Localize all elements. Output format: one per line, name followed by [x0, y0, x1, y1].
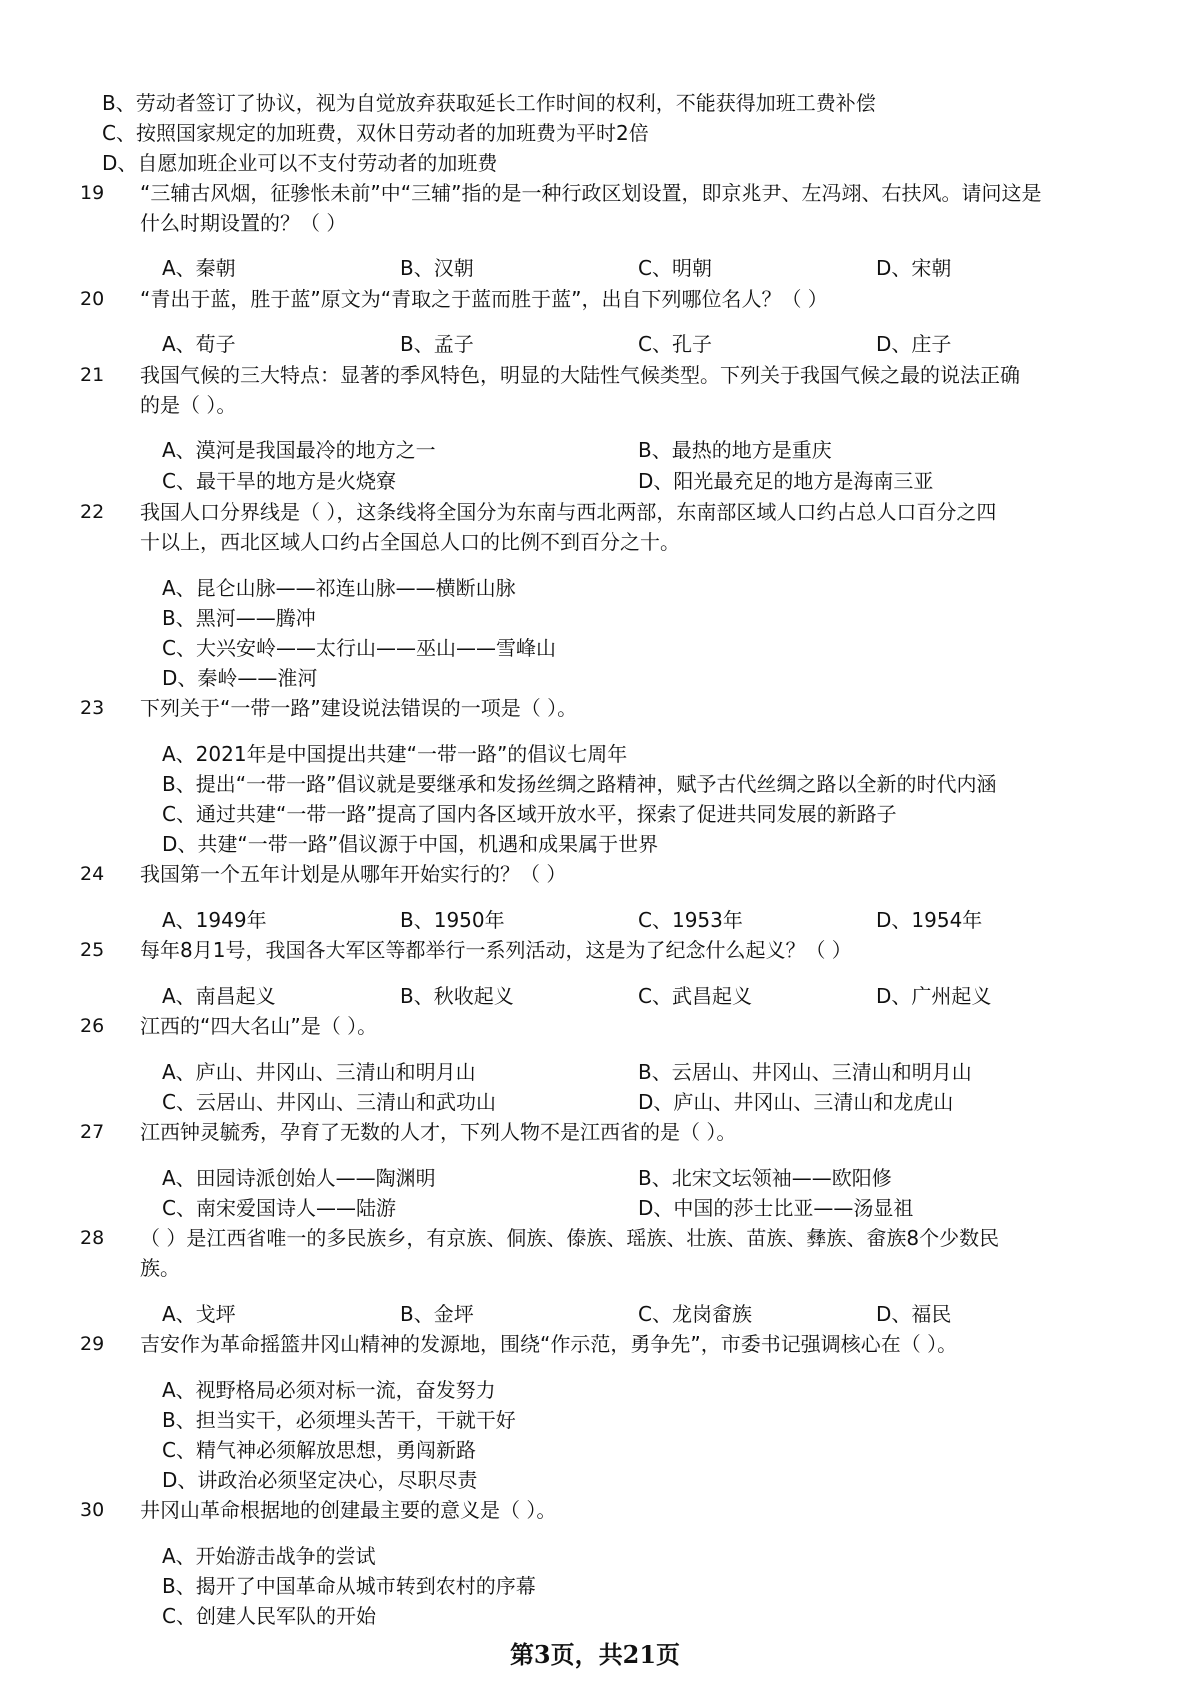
- option-b: B、孟子: [400, 332, 474, 356]
- option-b: B、黑河——腾冲: [162, 606, 316, 630]
- page-footer: 第3页，共21页: [509, 1640, 681, 1669]
- question-number: 26: [80, 1015, 105, 1037]
- question-text: 族。: [140, 1256, 180, 1280]
- option-c: C、最干旱的地方是火烧寮: [162, 469, 396, 493]
- question-number: 19: [80, 182, 105, 204]
- option-b: B、提出“一带一路”倡议就是要继承和发扬丝绸之路精神，赋予古代丝绸之路以全新的时代内涵: [162, 772, 997, 796]
- question-number: 25: [80, 939, 105, 961]
- option-d: D、1954年: [876, 908, 983, 932]
- option-d: D、讲政治必须坚定决心，尽职尽责: [162, 1468, 478, 1492]
- question-text: 江西的“四大名山”是（ ）。: [140, 1014, 378, 1038]
- question-text: “三辅古风烟，征骖怅未前”中“三辅”指的是一种行政区划设置，即京兆尹、左冯翊、右扶风。请问这是: [140, 181, 1042, 205]
- question-number: 22: [80, 501, 105, 523]
- option-b: B、金坪: [400, 1302, 474, 1326]
- option-d: D、秦岭——淮河: [162, 666, 318, 690]
- option-a: A、戈坪: [162, 1302, 236, 1326]
- option-d: D、广州起义: [876, 984, 992, 1008]
- question-text: 我国人口分界线是（ ），这条线将全国分为东南与西北两部，东南部区域人口约占总人口百分之四: [140, 500, 997, 524]
- option-d: D、庐山、井冈山、三清山和龙虎山: [638, 1090, 954, 1114]
- question-number: 23: [80, 697, 105, 719]
- question-number: 28: [80, 1227, 105, 1249]
- option-b: B、云居山、井冈山、三清山和明月山: [638, 1060, 972, 1084]
- option-b: B、秋收起义: [400, 984, 514, 1008]
- option-c: C、云居山、井冈山、三清山和武功山: [162, 1090, 496, 1114]
- option-a: A、荀子: [162, 332, 236, 356]
- option-b: B、揭开了中国革命从城市转到农村的序幕: [162, 1574, 536, 1598]
- option-a: A、庐山、井冈山、三清山和明月山: [162, 1060, 476, 1084]
- option-b: B、汉朝: [400, 256, 474, 280]
- option-a: A、秦朝: [162, 256, 236, 280]
- option-c: C、龙岗畲族: [638, 1302, 752, 1326]
- question-number: 21: [80, 364, 105, 386]
- option-d: D、共建“一带一路”倡议源于中国，机遇和成果属于世界: [162, 832, 659, 856]
- option-a: A、1949年: [162, 908, 267, 932]
- question-number: 29: [80, 1333, 105, 1355]
- question-text: 十以上，西北区域人口约占全国总人口的比例不到百分之十。: [140, 530, 680, 554]
- question-text: 吉安作为革命摇篮井冈山精神的发源地，围绕“作示范，勇争先”，市委书记强调核心在（ ）。: [140, 1332, 958, 1356]
- option-a: A、漠河是我国最冷的地方之一: [162, 438, 436, 462]
- option-b: B、1950年: [400, 908, 505, 932]
- question-text: 每年8月1号，我国各大军区等都举行一系列活动，这是为了纪念什么起义？（ ）: [140, 938, 852, 962]
- option-a: A、昆仑山脉——祁连山脉——横断山脉: [162, 576, 516, 600]
- option-c: C、孔子: [638, 332, 712, 356]
- question-text: 我国气候的三大特点：显著的季风特色，明显的大陆性气候类型。下列关于我国气候之最的说法正确: [140, 363, 1020, 387]
- option-a: A、2021年是中国提出共建“一带一路”的倡议七周年: [162, 742, 628, 766]
- question-number: 24: [80, 863, 105, 885]
- option-d: D、福民: [876, 1302, 952, 1326]
- option-d: D、中国的莎士比亚——汤显祖: [638, 1196, 914, 1220]
- option-b: B、担当实干，必须埋头苦干，干就干好: [162, 1408, 516, 1432]
- option-c: C、通过共建“一带一路”提高了国内各区域开放水平，探索了促进共同发展的新路子: [162, 802, 897, 826]
- question-text: 井冈山革命根据地的创建最主要的意义是（ ）。: [140, 1498, 557, 1522]
- question-text: 什么时期设置的？（ ）: [140, 211, 347, 235]
- question-text: 下列关于“一带一路”建设说法错误的一项是（ ）。: [140, 696, 578, 720]
- q18-option-d: D、自愿加班企业可以不支付劳动者的加班费: [102, 151, 498, 175]
- option-c: C、大兴安岭——太行山——巫山——雪峰山: [162, 636, 556, 660]
- option-d: D、阳光最充足的地方是海南三亚: [638, 469, 934, 493]
- question-number: 27: [80, 1121, 105, 1143]
- question-text: 江西钟灵毓秀，孕育了无数的人才，下列人物不是江西省的是（ ）。: [140, 1120, 737, 1144]
- option-c: C、武昌起义: [638, 984, 752, 1008]
- option-d: D、庄子: [876, 332, 952, 356]
- question-text: （ ）是江西省唯一的多民族乡，有京族、侗族、傣族、瑶族、壮族、苗族、彝族、畲族8个少数民: [140, 1226, 1000, 1250]
- question-text: 的是（ ）。: [140, 393, 237, 417]
- q18-option-c: C、按照国家规定的加班费，双休日劳动者的加班费为平时2倍: [102, 121, 649, 145]
- option-d: D、宋朝: [876, 256, 952, 280]
- question-number: 20: [80, 288, 105, 310]
- option-b: B、北宋文坛领袖——欧阳修: [638, 1166, 892, 1190]
- option-c: C、明朝: [638, 256, 712, 280]
- option-a: A、开始游击战争的尝试: [162, 1544, 376, 1568]
- question-number: 30: [80, 1499, 105, 1521]
- option-c: C、精气神必须解放思想，勇闯新路: [162, 1438, 476, 1462]
- option-a: A、南昌起义: [162, 984, 276, 1008]
- question-text: “青出于蓝，胜于蓝”原文为“青取之于蓝而胜于蓝”，出自下列哪位名人？（ ）: [140, 287, 828, 311]
- q18-option-b: B、劳动者签订了协议，视为自觉放弃获取延长工作时间的权利，不能获得加班工费补偿: [102, 91, 876, 115]
- option-c: C、1953年: [638, 908, 743, 932]
- option-a: A、视野格局必须对标一流，奋发努力: [162, 1378, 496, 1402]
- option-a: A、田园诗派创始人——陶渊明: [162, 1166, 436, 1190]
- question-text: 我国第一个五年计划是从哪年开始实行的？（ ）: [140, 862, 567, 886]
- option-b: B、最热的地方是重庆: [638, 438, 832, 462]
- option-c: C、南宋爱国诗人——陆游: [162, 1196, 396, 1220]
- option-c: C、创建人民军队的开始: [162, 1604, 376, 1628]
